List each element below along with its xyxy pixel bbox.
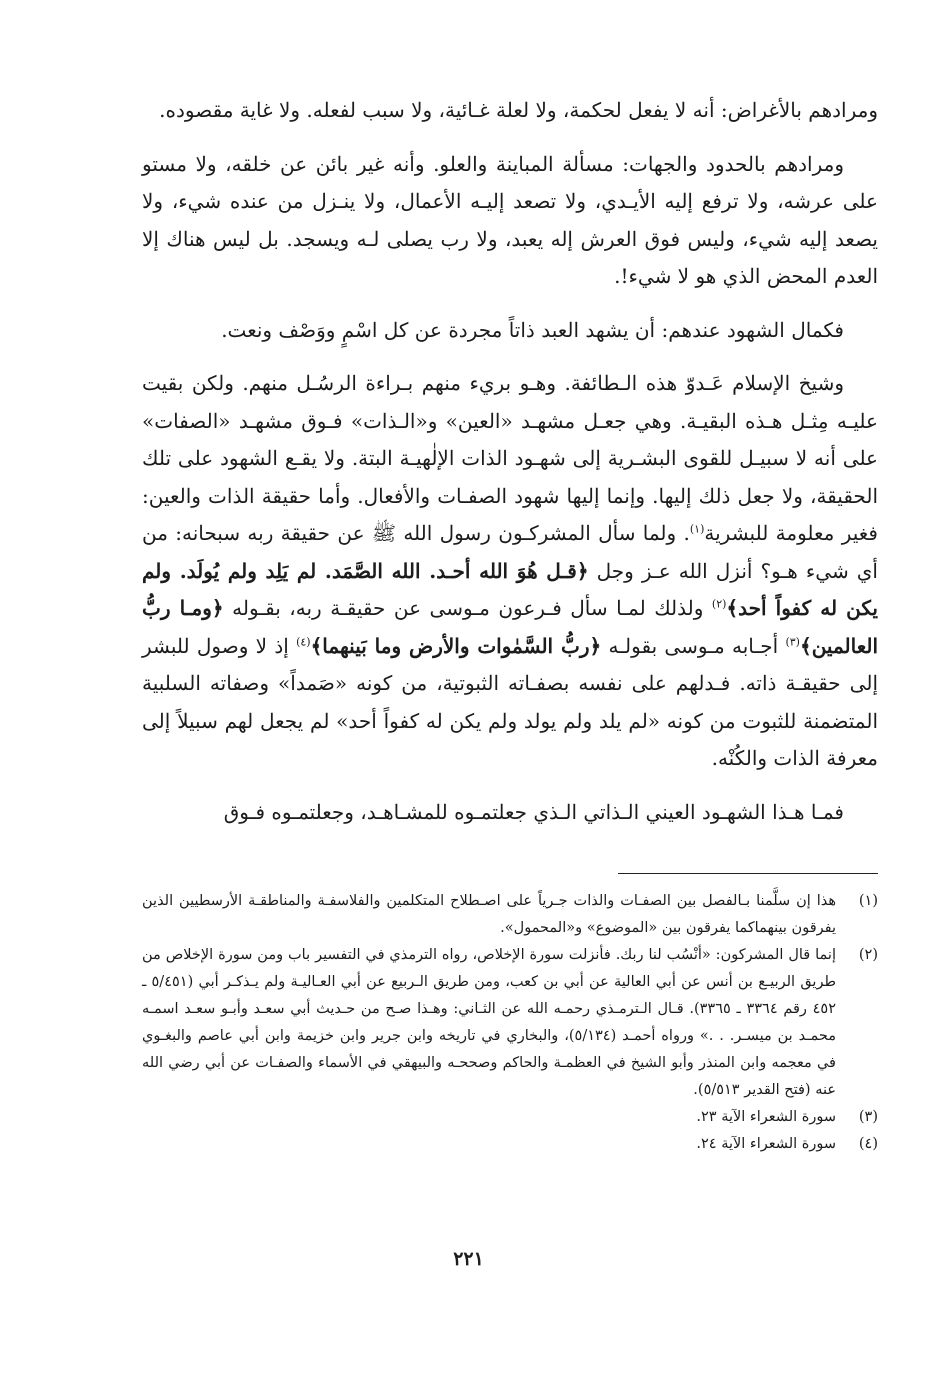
footnote-ref-4[interactable]: (٤) — [296, 634, 311, 648]
footnotes — [142, 888, 878, 1158]
footnote-1 — [142, 888, 878, 942]
main-text — [142, 92, 878, 847]
p4-text-b: . ولما سأل المشركـون رسول الله ﷺ عن حقيقة ربه سبحانه: من أي شيء هـو؟ أنزل الله عـز وجل — [142, 521, 878, 583]
footnote-number: (١) — [858, 893, 878, 909]
p4-text-e: إذ لا وصول للبشر إلى حقيقـة ذاته. فـدلهم على نفسه بصفـاته الثبوتية، من كونه «صَمداً» وصفاته السلبية المتضمنة للثبوت من كونه «لم يلد ولم يولد ولم يكن له كفواً أحد» لم يجعل لهم سبيلاً إلى معرفة الذات والكُنْه. — [142, 633, 878, 770]
paragraph-continuation: فمـا هـذا الشهـود العيني الـذاتي الـذي جعلتمـوه للمشـاهـد، وجعلتمـوه فـوق — [223, 799, 844, 824]
paragraph-sheikh-al-islam — [142, 365, 878, 778]
footnote-number: (٢) — [858, 947, 878, 963]
footnote-ref-3[interactable]: (٣) — [785, 634, 800, 648]
quran-quote-ikhlas: ﴿قـل هُوَ الله أحـد. الله الصَّمَد. لم يَلِد ولم يُولَد. ولم يكن له كفواً أحد﴾ — [142, 558, 878, 620]
footnote-text: إنما قال المشركون: «أنْسُب لنا ربك. فأنزلت سورة الإخلاص، رواه الترمذي في التفسير باب ومن سورة الإخلاص من طريق الربيـع بن أنس عن أبي العالية عن أبي بن كعب، ومن طريق الـربيع عن أبي العـاليـة ولم يـذكـر أبي (٥/٤٥١ ـ ٤٥٢ رقم ٣٣٦٤ ـ ٣٣٦٥). قـال الـترمـذي رحمـه الله عن الثـاني: وهـذا صـح من حـديث أبي سعـد وأبـو سعـد اسمـه محمـد بن ميسـر. . .» ورواه أحمـد (٥/١٣٤)، والبخاري في تاريخه وابن جرير وابن خزيمة وابن أبي عاصم والبغـوي في معجمه وابن المنذر وأبو الشيخ في العظمـة والحاكم وصححـه والبيهقي في الأسماء والصفـات عن أبي رضي الله عنه (فتح القدير ٥/٥١٣). — [142, 947, 837, 1098]
paragraph-limits-directions: ومرادهم بالحدود والجهات: مسألة المباينة والعلو. وأنه غير بائن عن خلقه، ولا مستو على عرشه، ولا ترفع إليه الأيـدي، ولا تصعد إليـه الأعمال، ولا ينـزل من عنده شيء، ولا يصعد إليه شيء، وليس فوق العرش إله يعبد، ولا رب يصلى لـه ويسجد. بل ليس هناك إلا العدم المحض الذي هو لا شيء!. — [142, 151, 878, 288]
quran-quote-rabb-al-alamin: ﴿ومـا ربُّ العالمين﴾ — [142, 596, 878, 658]
footnote-ref-1[interactable]: (١) — [689, 522, 705, 536]
footnote-3 — [142, 1104, 878, 1131]
footnote-number: (٣) — [858, 1109, 878, 1125]
footnote-text: هذا إن سلَّمنا بـالفصل بين الصفـات والذات جـرياً على اصـطلاح المتكلمين والفلاسفـة والمناطقـة الأرسطيين الذين يفرقون بينهماكما يفرقون بين «الموضوع» و«المحمول». — [142, 893, 836, 936]
paragraph-purposes: ومرادهم بالأغراض: أنه لا يفعل لحكمة، ولا لعلة غـائية، ولا سبب لفعله. ولا غاية مقصوده. — [159, 98, 878, 122]
p4-text-a: وشيخ الإسلام عَـدوّ هذه الـطائفة. وهـو بريء منهم بـراءة الرسُـل منهم. ولكن بقيت عليـه مِثـل هـذه البقيـة. وهي جعـل مشهـد «العين» و«الـذات» فـوق مشهـد «الصفات» على أنه لا سبيـل للقوى البشـرية إلى شهـود الذات الإلٰهيـة البتة. ولا يقـع الشهود على تلك الحقيقة، ولا جعل ذلك إليها. وإنما إليها شهود الصفـات والأفعال. وأما حقيقة الذات والعين: فغير معلومة للبشرية — [142, 371, 878, 545]
p4-text-d: أجـابه مـوسى بقولـه — [608, 633, 786, 658]
paragraph-perfect-witnessing: فكمال الشهود عندهم: أن يشهد العبد ذاتاً مجردة عن كل اسْمٍ ووَصْف ونعت. — [221, 317, 844, 342]
footnote-text: سورة الشعراء الآية ٢٤. — [696, 1136, 836, 1152]
footnote-separator — [618, 873, 878, 874]
footnote-2 — [142, 942, 878, 1104]
footnote-text: سورة الشعراء الآية ٢٣. — [696, 1109, 836, 1125]
p4-text-c: ولذلك لمـا سأل فـرعون مـوسى عن حقيقـة ربه، بقـوله — [232, 596, 712, 620]
footnote-4 — [142, 1131, 878, 1158]
page-number: ٢٢١ — [453, 1248, 484, 1270]
footnote-number: (٤) — [858, 1136, 878, 1152]
quran-quote-samawat: ﴿ربُّ السَّمٰوات والأرض وما بَينهما﴾ — [310, 633, 602, 658]
footnote-ref-2[interactable]: (٢) — [711, 597, 727, 611]
